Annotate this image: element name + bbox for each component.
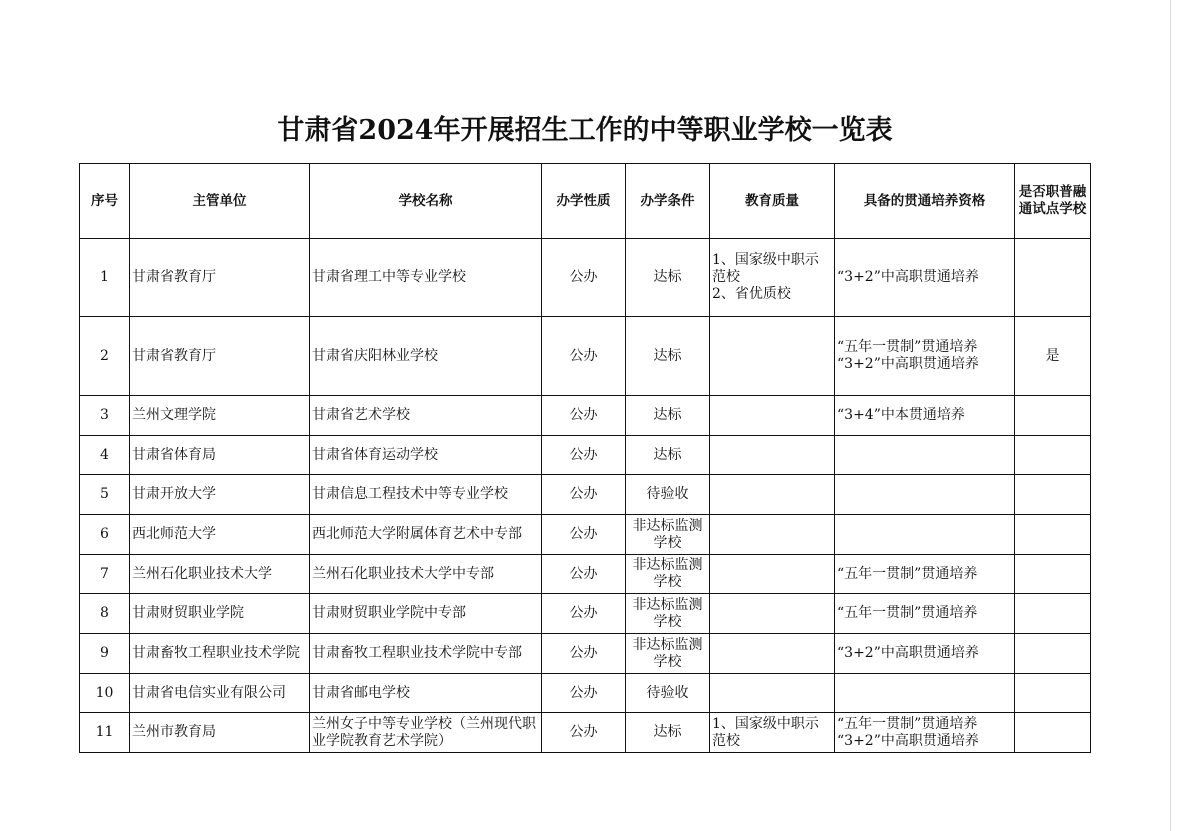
cell-condition: 达标 (626, 239, 710, 317)
cell-no: 7 (80, 555, 130, 594)
cell-school-name: 兰州石化职业技术大学中专部 (310, 555, 542, 594)
cell-pilot (1015, 674, 1091, 713)
cell-quality (710, 594, 835, 634)
table-row (80, 634, 1091, 674)
cell-no: 2 (80, 317, 130, 396)
cell-pathway (835, 396, 1015, 436)
cell-no: 3 (80, 396, 130, 436)
cell-no: 8 (80, 594, 130, 634)
cell-quality (710, 674, 835, 713)
cell-pathway (835, 239, 1015, 317)
cell-school-name: 甘肃财贸职业学院中专部 (310, 594, 542, 634)
cell-pilot (1015, 475, 1091, 515)
cell-authority: 甘肃省教育厅 (130, 317, 310, 396)
cell-condition: 达标 (626, 317, 710, 396)
table-row (80, 239, 1091, 317)
cell-quality (710, 713, 835, 753)
header-condition: 办学条件 (626, 164, 710, 239)
header-quality: 教育质量 (710, 164, 835, 239)
quality-line: 1、国家级中职示范校 (712, 252, 819, 285)
cell-nature: 公办 (542, 634, 626, 674)
cell-pilot (1015, 594, 1091, 634)
header-no: 序号 (80, 164, 130, 239)
cell-authority: 兰州石化职业技术大学 (130, 555, 310, 594)
pathway-line: “3+2”中高职贯通培养 (837, 645, 979, 661)
cell-no: 11 (80, 713, 130, 753)
cell-pilot (1015, 555, 1091, 594)
header-authority: 主管单位 (130, 164, 310, 239)
cell-nature: 公办 (542, 475, 626, 515)
table-row (80, 674, 1091, 713)
cell-pathway (835, 436, 1015, 475)
cell-nature: 公办 (542, 713, 626, 753)
cell-condition: 待验收 (626, 475, 710, 515)
cell-nature: 公办 (542, 317, 626, 396)
header-pathway: 具备的贯通培养资格 (835, 164, 1015, 239)
cell-nature: 公办 (542, 515, 626, 555)
cell-condition: 非达标监测学校 (626, 515, 710, 555)
cell-quality (710, 515, 835, 555)
cell-pilot: 是 (1015, 317, 1091, 396)
cell-nature: 公办 (542, 396, 626, 436)
cell-quality (710, 634, 835, 674)
pathway-line: “五年一贯制”贯通培养 (837, 605, 978, 621)
cell-pathway (835, 475, 1015, 515)
cell-nature: 公办 (542, 594, 626, 634)
cell-quality (710, 475, 835, 515)
page-title: 甘肃省2024年开展招生工作的中等职业学校一览表 (277, 115, 893, 146)
cell-no: 1 (80, 239, 130, 317)
quality-line: 1、国家级中职示范校 (712, 715, 819, 749)
cell-nature: 公办 (542, 239, 626, 317)
cell-authority: 甘肃省电信实业有限公司 (130, 674, 310, 713)
cell-pathway (835, 634, 1015, 674)
pathway-line: “3+4”中本贯通培养 (837, 407, 965, 423)
cell-nature: 公办 (542, 674, 626, 713)
cell-pathway (835, 555, 1015, 594)
cell-school-name: 西北师范大学附属体育艺术中专部 (310, 515, 542, 555)
cell-quality (710, 555, 835, 594)
pathway-line: “五年一贯制”贯通培养 (837, 565, 978, 582)
cell-condition: 待验收 (626, 674, 710, 713)
cell-school-name: 甘肃省庆阳林业学校 (310, 317, 542, 396)
table-row (80, 396, 1091, 436)
cell-nature: 公办 (542, 436, 626, 475)
cell-pilot (1015, 713, 1091, 753)
cell-authority: 甘肃畜牧工程职业技术学院 (130, 634, 310, 674)
cell-authority: 兰州市教育局 (130, 713, 310, 753)
cell-no: 10 (80, 674, 130, 713)
cell-no: 6 (80, 515, 130, 555)
cell-condition: 非达标监测学校 (626, 634, 710, 674)
cell-authority: 兰州文理学院 (130, 396, 310, 436)
cell-pilot (1015, 436, 1091, 475)
cell-pathway (835, 713, 1015, 753)
header-pilot: 是否职普融通试点学校 (1015, 164, 1091, 239)
page-edge-line (1170, 0, 1171, 831)
cell-condition: 非达标监测学校 (626, 594, 710, 634)
cell-condition: 达标 (626, 436, 710, 475)
table-row (80, 515, 1091, 555)
cell-authority: 甘肃开放大学 (130, 475, 310, 515)
cell-pilot (1015, 515, 1091, 555)
cell-authority: 甘肃财贸职业学院 (130, 594, 310, 634)
cell-school-name: 甘肃省理工中等专业学校 (310, 239, 542, 317)
cell-school-name: 甘肃省邮电学校 (310, 674, 542, 713)
cell-condition: 达标 (626, 396, 710, 436)
cell-authority: 甘肃省体育局 (130, 436, 310, 475)
cell-school-name: 甘肃省体育运动学校 (310, 436, 542, 475)
table-row (80, 317, 1091, 396)
cell-school-name: 甘肃畜牧工程职业技术学院中专部 (310, 634, 542, 674)
table-body (80, 239, 1091, 753)
cell-pathway (835, 594, 1015, 634)
cell-condition: 非达标监测学校 (626, 555, 710, 594)
table-row (80, 594, 1091, 634)
cell-school-name: 甘肃信息工程技术中等专业学校 (310, 475, 542, 515)
table-row (80, 436, 1091, 475)
cell-authority: 西北师范大学 (130, 515, 310, 555)
cell-condition: 达标 (626, 713, 710, 753)
cell-no: 9 (80, 634, 130, 674)
table-row (80, 713, 1091, 753)
table-row (80, 475, 1091, 515)
cell-quality (710, 239, 835, 317)
cell-pilot (1015, 634, 1091, 674)
cell-nature: 公办 (542, 555, 626, 594)
cell-quality (710, 436, 835, 475)
cell-no: 4 (80, 436, 130, 475)
cell-school-name: 兰州女子中等专业学校（兰州现代职业学院教育艺术学院） (310, 713, 542, 753)
header-nature: 办学性质 (542, 164, 626, 239)
cell-pilot (1015, 239, 1091, 317)
pathway-line: “3+2”中高职贯通培养 (837, 269, 979, 285)
cell-pathway (835, 674, 1015, 713)
pathway-line: “五年一贯制”贯通培养 (837, 715, 978, 732)
cell-pathway (835, 515, 1015, 555)
school-list-table (79, 163, 1091, 753)
cell-pilot (1015, 396, 1091, 436)
cell-no: 5 (80, 475, 130, 515)
pathway-line: “3+2”中高职贯通培养 (837, 732, 979, 749)
cell-authority: 甘肃省教育厅 (130, 239, 310, 317)
cell-quality (710, 317, 835, 396)
cell-school-name: 甘肃省艺术学校 (310, 396, 542, 436)
quality-line: 2、省优质校 (712, 286, 791, 302)
cell-quality (710, 396, 835, 436)
header-school: 学校名称 (310, 164, 542, 239)
table-row (80, 555, 1091, 594)
cell-pathway (835, 317, 1015, 396)
pathway-line: “3+2”中高职贯通培养 (837, 356, 979, 372)
pathway-line: “五年一贯制”贯通培养 (837, 339, 978, 355)
table-header-row (80, 164, 1091, 239)
